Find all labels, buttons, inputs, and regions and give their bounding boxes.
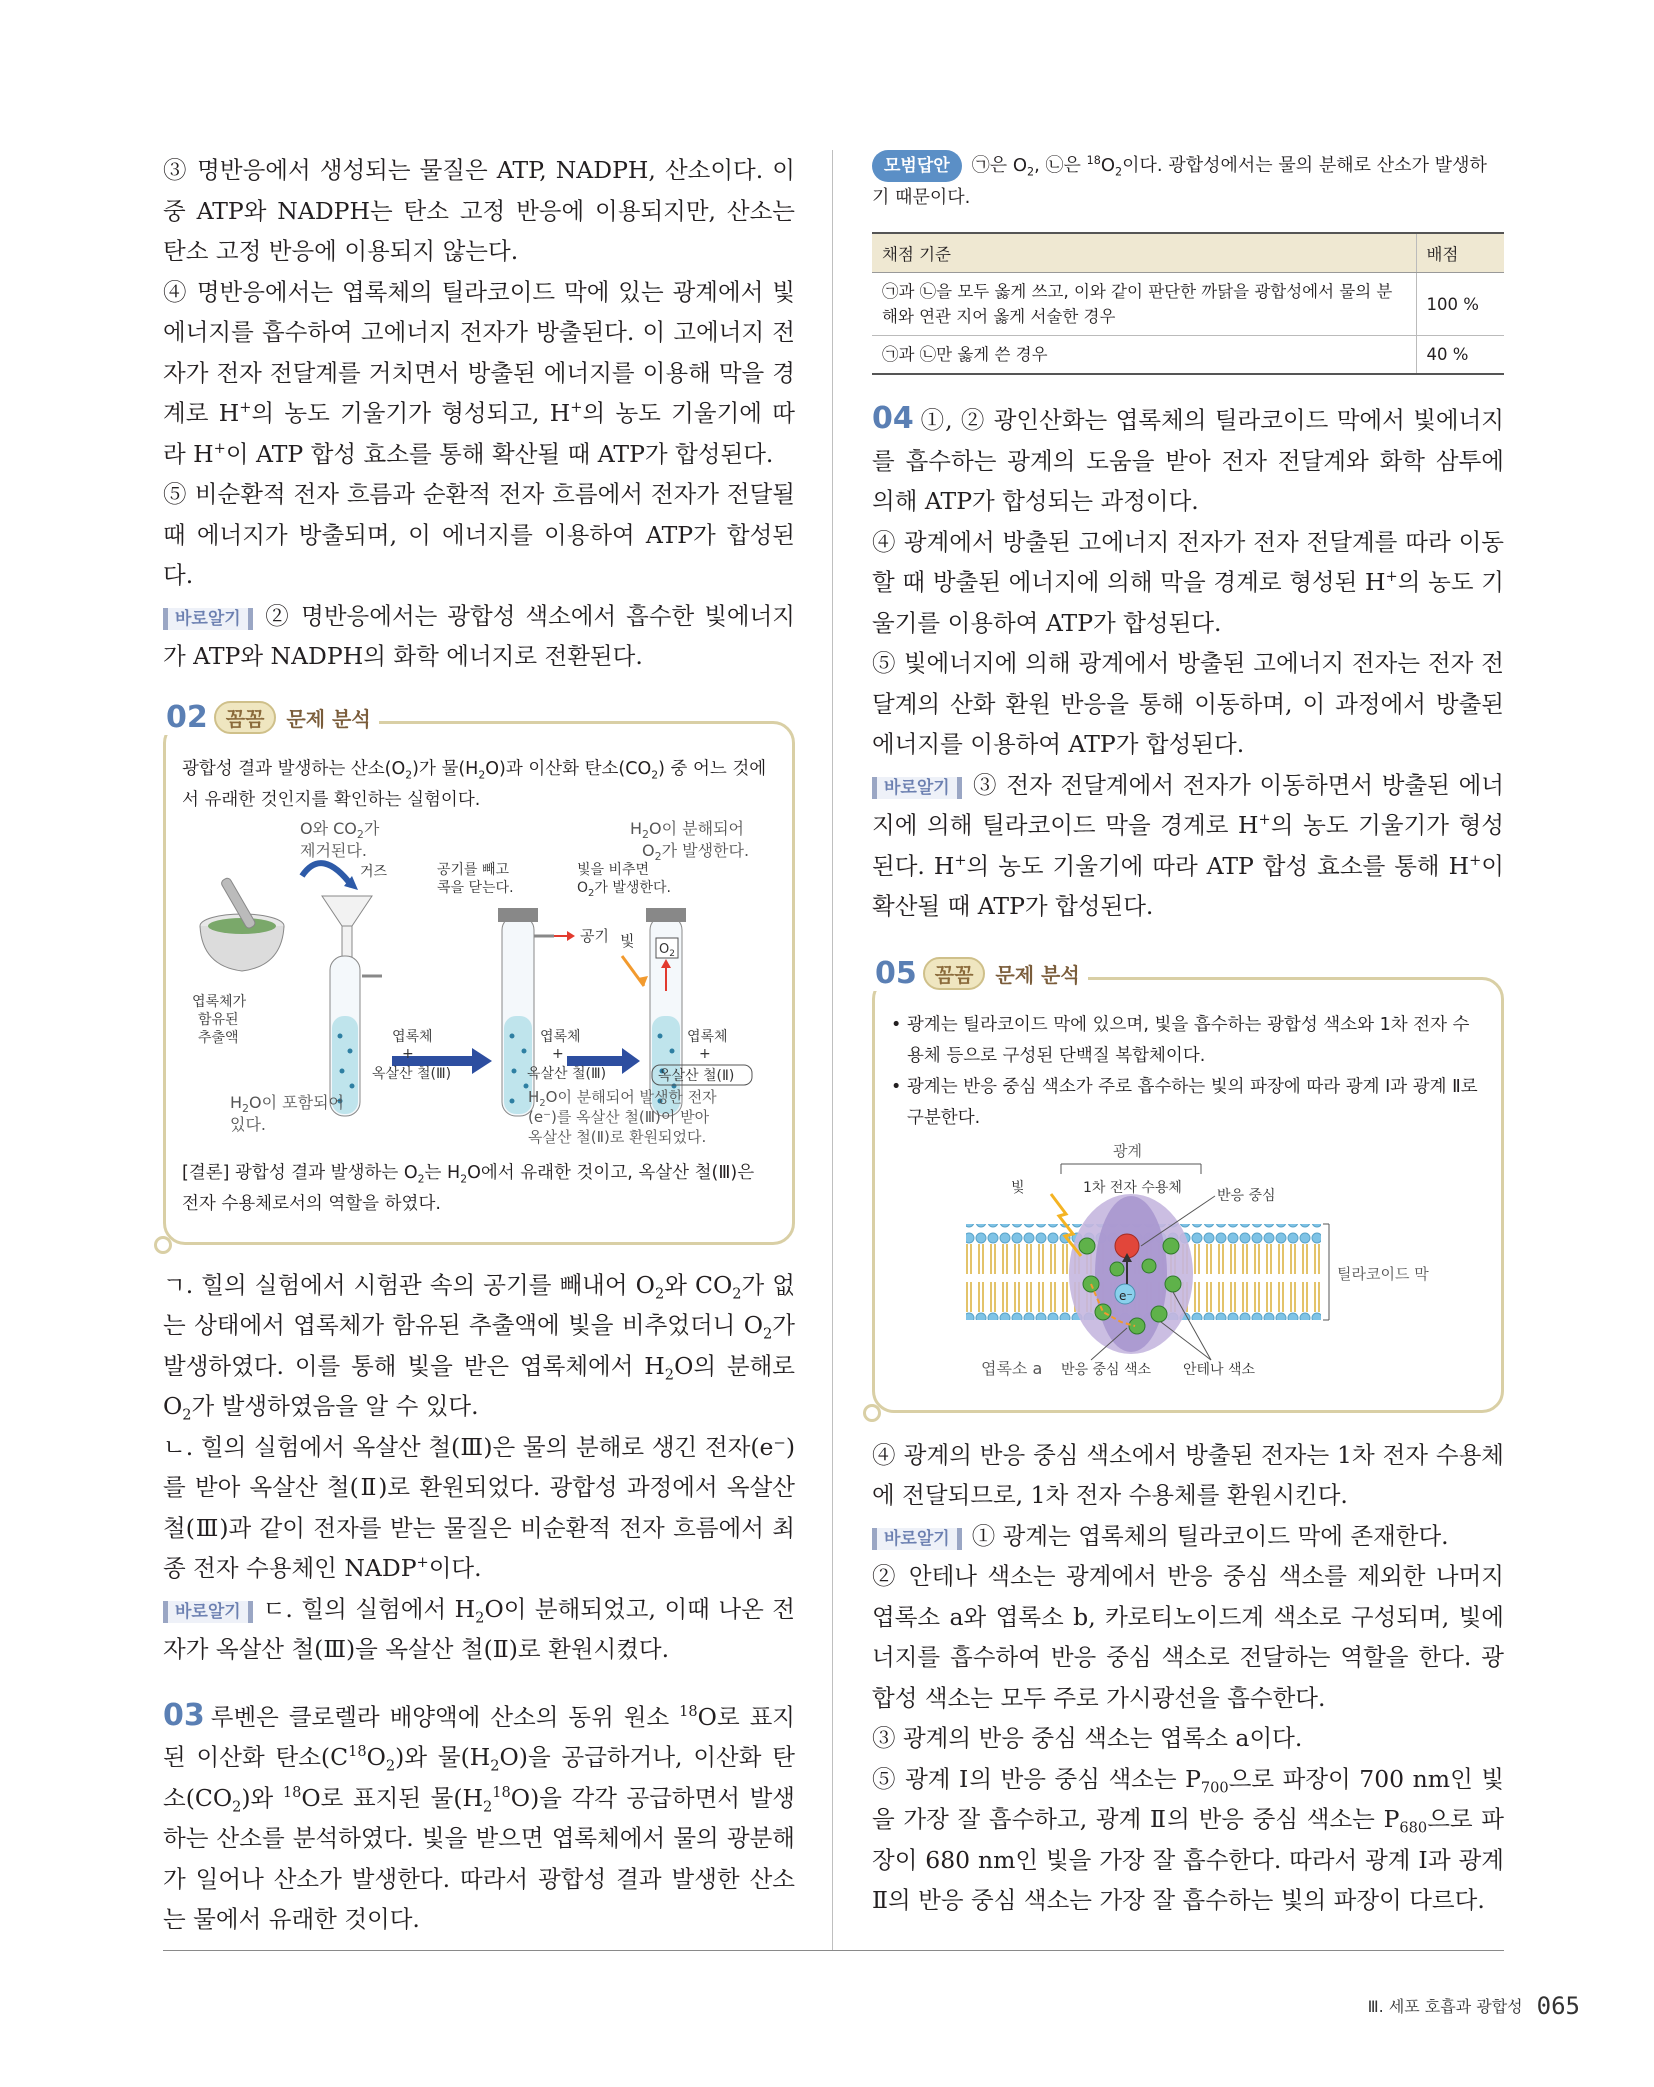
experiment-conclusion: [결론] 광합성 결과 발생하는 $O_2$는 $H_2O$에서 유래한 것이고, 옥살산 철(Ⅲ)은 전자 수용체로서의 역할을 하였다. — [182, 1162, 755, 1214]
svg-text:+: + — [402, 1045, 414, 1062]
analysis-box-05 — [872, 955, 1504, 1413]
svg-text:있다.: 있다. — [230, 1114, 266, 1134]
left-para-g: ㄱ. 힐의 실험에서 시험관 속의 공기를 빼내어 $O_2$와 $CO_2$가 없는 상태에서 엽록체가 함유된 추출액에 빛을 비추었더니 $O_2$가 발생하였다. 이를 통해 빛을 받은 엽록체에서 $H_2O$의 분해로 $O_2$가 발생하였음을 알 수 있다. — [163, 1270, 795, 1424]
svg-text:엽록소 a: 엽록소 a — [981, 1358, 1043, 1378]
table-row: ㉠과 ㉡을 모두 옳게 쓰고, 이와 같이 판단한 까닭을 광합성에서 물의 분해와 연관 지어 옳게 서술한 경우 100 % — [872, 273, 1504, 336]
svg-text:1차 전자 수용체: 1차 전자 수용체 — [1083, 1179, 1182, 1196]
table-row: ㉠과 ㉡만 옳게 쓴 경우 40 % — [872, 336, 1504, 375]
left-para-4: ④ 명반응에서는 엽록체의 틸라코이드 막에 있는 광계에서 빛에너지를 흡수하여 고에너지 전자가 방출된다. 이 고에너지 전자가 전자 전달계를 거치면서 방출된 에너지를 이용해 막을 경계로 H+의 농도 기울기가 형성되고, H+의 농도 기울기에 따라 H+이 ATP 합성 효소를 통해 확산될 때 ATP가 합성된다. — [163, 277, 795, 468]
hill-experiment-figure — [182, 816, 778, 1146]
table-header-points: 배점 — [1416, 233, 1504, 273]
left-para-5: ⑤ 비순환적 전자 흐름과 순환적 전자 흐름에서 전자가 전달될 때 에너지가 방출되며, 이 에너지를 이용하여 ATP가 합성된다. — [163, 480, 795, 589]
svg-text:공기를 빼고: 공기를 빼고 — [437, 861, 510, 878]
svg-text:빛: 빛 — [1011, 1179, 1025, 1196]
right-para-q5-2: ② 안테나 색소는 광계에서 반응 중심 색소를 제외한 나머지 엽록소 a와 엽록소 b, 카로티노이드계 색소로 구성되며, 빛에너지를 흡수하여 반응 중심 색소로 전달하는 역할을 한다. 광합성 색소는 모두 주로 가시광선을 흡수한다. — [872, 1562, 1504, 1712]
experiment-intro: 광합성 결과 발생하는 산소$(O_2)$가 물$(H_2O)$과 이산화 탄소$(CO_2)$ 중 어느 것에서 유래한 것인지를 확인하는 실험이다. — [182, 758, 767, 810]
right-correction: 바로알기 ③ 전자 전달계에서 전자가 이동하면서 방출된 에너지에 의해 틸라코이드 막을 경계로 H+의 농도 기울기가 형성된다. H+의 농도 기울기에 따라 ATP 합성 효소를 통해 H+이 확산될 때 ATP가 합성된다. — [872, 770, 1504, 920]
svg-text:반응 중심 색소: 반응 중심 색소 — [1061, 1361, 1152, 1378]
svg-text:O2: $O_2$ — [659, 941, 675, 959]
analysis-bullet: • 광계는 틸라코이드 막에 있으며, 빛을 흡수하는 광합성 색소와 1차 전자 수용체 등으로 구성된 단백질 복합체이다. — [891, 1014, 1470, 1066]
right-para-q5-4: ④ 광계의 반응 중심 색소에서 방출된 전자는 1차 전자 수용체에 전달되므로, 1차 전자 수용체를 환원시킨다. — [872, 1440, 1504, 1509]
svg-text:H2O이 포함되어: $H_2O$이 포함되어 — [230, 1092, 344, 1115]
kk-badge: 꼼꼼 — [923, 957, 986, 990]
svg-text:광계: 광계 — [1113, 1141, 1142, 1160]
scoring-table — [872, 232, 1504, 375]
table-header-criteria: 채점 기준 — [872, 233, 1416, 273]
model-answer: 모범답안 ㉠은 $O_2$, ㉡은 $^{18}O_2$이다. 광합성에서는 물의 분해로 산소가 발생하기 때문이다. — [872, 150, 1504, 214]
svg-text:+: + — [552, 1045, 564, 1062]
svg-text:O2가 발생한다.: $O_2$가 발생한다. — [642, 840, 750, 863]
right-para-5: ⑤ 빛에너지에 의해 광계에서 방출된 고에너지 전자는 전자 전달계의 산화 환원 반응을 통해 이동하며, 이 과정에서 방출된 에너지를 이용하여 ATP가 합성된다. — [872, 649, 1504, 758]
svg-text:거즈: 거즈 — [360, 863, 388, 880]
svg-text:(e⁻)를 옥살산 철(Ⅲ)이 받아: (e⁻)를 옥살산 철(Ⅲ)이 받아 — [528, 1107, 710, 1126]
svg-text:제거된다.: 제거된다. — [300, 840, 367, 860]
svg-text:엽록체: 엽록체 — [392, 1028, 433, 1045]
svg-text:옥살산 철(Ⅱ)로 환원되었다.: 옥살산 철(Ⅱ)로 환원되었다. — [528, 1127, 707, 1146]
svg-text:H2O이 분해되어: $H_2O$이 분해되어 — [630, 818, 744, 841]
svg-text:빛을 비추면: 빛을 비추면 — [577, 861, 650, 878]
analysis-title: 문제 분석 — [286, 706, 371, 731]
analysis-bullet: • 광계는 반응 중심 색소가 주로 흡수하는 빛의 파장에 따라 광계 Ⅰ과 광계 Ⅱ로 구분한다. — [891, 1076, 1478, 1128]
svg-text:안테나 색소: 안테나 색소 — [1183, 1361, 1256, 1378]
page-number: 065 — [1536, 1992, 1580, 2020]
right-correction-2: 바로알기 ① 광계는 엽록체의 틸라코이드 막에 존재한다. — [872, 1516, 1504, 1557]
svg-text:O와 CO2가: O와 $CO_2$가 — [300, 818, 380, 841]
left-para-n: ㄴ. 힐의 실험에서 옥살산 철(Ⅲ)은 물의 분해로 생긴 전자(e⁻)를 받아 옥살산 철(Ⅱ)로 환원되었다. 광합성 과정에서 옥살산 철(Ⅲ)과 같이 전자를 받는 물질은 비순환적 전자 흐름에서 최종 전자 수용체인 NADP+이다. — [163, 1432, 795, 1582]
svg-text:옥살산 철(Ⅲ): 옥살산 철(Ⅲ) — [372, 1065, 452, 1082]
svg-text:옥살산 철(Ⅱ): 옥살산 철(Ⅱ) — [658, 1067, 735, 1084]
question-number-05: 05 — [875, 955, 917, 991]
left-correction: 바로알기 ② 명반응에서는 광합성 색소에서 흡수한 빛에너지가 ATP와 NADPH의 화학 에너지로 전환된다. — [163, 601, 795, 670]
right-para-q5-3: ③ 광계의 반응 중심 색소는 엽록소 a이다. — [872, 1724, 1303, 1752]
svg-text:엽록체: 엽록체 — [687, 1028, 728, 1045]
svg-text:옥살산 철(Ⅲ): 옥살산 철(Ⅲ) — [527, 1065, 607, 1082]
box-end-marker — [154, 1236, 172, 1254]
question-number-04: 04 — [872, 401, 914, 436]
correction-tag: 바로알기 — [872, 1528, 962, 1550]
footer-rule — [163, 1950, 1504, 1951]
svg-text:엽록체가: 엽록체가 — [192, 993, 247, 1010]
svg-text:빛: 빛 — [620, 931, 635, 950]
svg-text:O2가 발생한다.: $O_2$가 발생한다. — [577, 879, 671, 899]
svg-text:반응 중심: 반응 중심 — [1217, 1187, 1276, 1204]
right-para-04: 04 ①, ② 광인산화는 엽록체의 틸라코이드 막에서 빛에너지를 흡수하는 광계의 도움을 받아 전자 전달계와 화학 삼투에 의해 ATP가 합성되는 과정이다. — [872, 401, 1504, 515]
model-answer-badge: 모범답안 — [872, 150, 962, 182]
right-para-q5-5: ⑤ 광계 Ⅰ의 반응 중심 색소는 $P_{700}$으로 파장이 700 nm인 빛을 가장 잘 흡수하고, 광계 Ⅱ의 반응 중심 색소는 $P_{680}$으로 파장이 680 nm인 빛을 가장 잘 흡수한다. 따라서 광계 Ⅰ과 광계 Ⅱ의 반응 중심 색소는 가장 잘 흡수하는 빛의 파장이 다르다. — [872, 1764, 1504, 1914]
photosystem-figure — [891, 1134, 1487, 1384]
left-column — [163, 150, 795, 1940]
svg-text:H2O이 분해되어 발생한 전자: $H_2O$이 분해되어 발생한 전자 — [528, 1087, 717, 1109]
left-correction-2: 바로알기 ㄷ. 힐의 실험에서 $H_2O$이 분해되었고, 이때 나온 전자가 옥살산 철(Ⅲ)을 옥살산 철(Ⅱ)로 환원시켰다. — [163, 1594, 796, 1663]
svg-text:e⁻: e⁻ — [1119, 1288, 1133, 1303]
svg-text:공기: 공기 — [580, 926, 609, 945]
svg-text:추출액: 추출액 — [198, 1029, 239, 1046]
left-para-3: ③ 명반응에서 생성되는 물질은 ATP, NADPH, 산소이다. 이 중 ATP와 NADPH는 탄소 고정 반응에 이용되지만, 산소는 탄소 고정 반응에 이용되지 않는다. — [163, 156, 795, 265]
analysis-box-02 — [163, 699, 795, 1245]
svg-text:+: + — [699, 1045, 711, 1062]
section-title: Ⅲ. 세포 호흡과 광합성 — [1367, 1997, 1523, 2016]
svg-text:엽록체: 엽록체 — [540, 1028, 581, 1045]
question-number-02: 02 — [166, 699, 208, 735]
correction-tag: 바로알기 — [163, 608, 253, 630]
svg-text:콕을 닫는다.: 콕을 닫는다. — [437, 879, 514, 896]
right-para-4: ④ 광계에서 방출된 고에너지 전자가 전자 전달계를 따라 이동할 때 방출된 에너지에 의해 막을 경계로 형성된 H+의 농도 기울기를 이용하여 ATP가 합성된다. — [872, 527, 1504, 637]
correction-tag: 바로알기 — [872, 777, 962, 799]
column-divider — [832, 150, 833, 1950]
svg-text:틸라코이드 막: 틸라코이드 막 — [1337, 1264, 1429, 1283]
left-para-03: 03 루벤은 클로렐라 배양액에 산소의 동위 원소 $^{18}$O로 표지된 이산화 탄소$(C^{18}O_2)$와 물$(H_2O)$을 공급하거나, 이산화 탄소$(CO_2)$와 $^{18}$O로 표지된 물$(H_2^{18}O)$을 각각 공급하면서 발생하는 산소를 분석하였다. 빛을 받으면 엽록체에서 물의 광분해가 일어나 산소가 발생한다. 따라서 광합성 결과 발생한 산소는 물에서 유래한 것이다. — [163, 1697, 796, 1933]
kk-badge: 꼼꼼 — [214, 701, 277, 734]
box-end-marker — [863, 1404, 881, 1422]
correction-tag: 바로알기 — [163, 1601, 253, 1623]
analysis-title: 문제 분석 — [995, 962, 1080, 987]
page-footer — [1368, 1992, 1580, 2020]
right-column — [872, 150, 1504, 1921]
question-number-03: 03 — [163, 1697, 205, 1733]
svg-text:함유된: 함유된 — [198, 1011, 239, 1028]
